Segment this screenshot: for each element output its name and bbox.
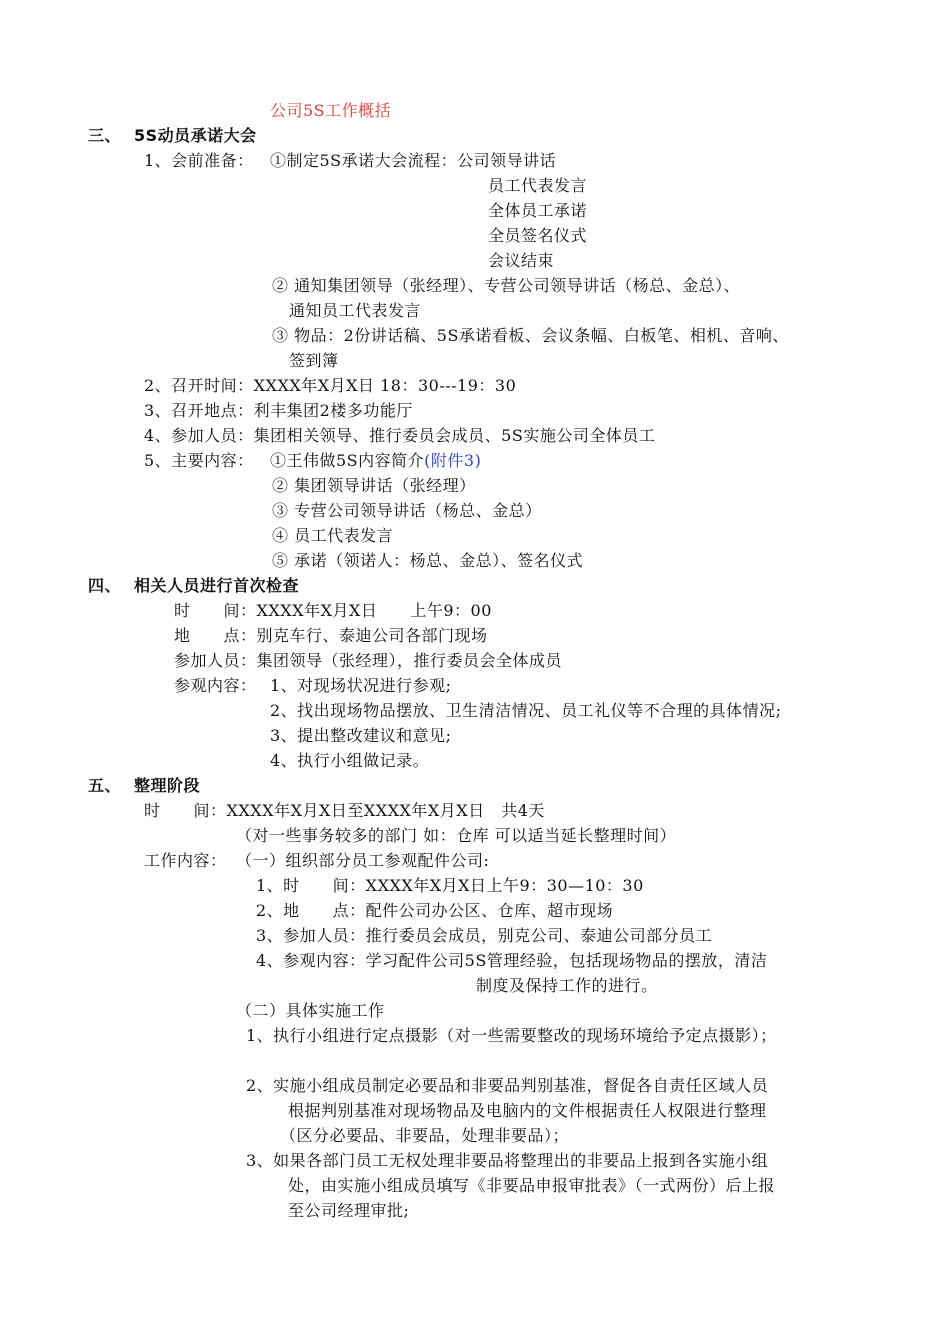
part-1-content: 4、参观内容：学习配件公司5S管理经验，包括现场物品的摆放，清洁: [256, 951, 768, 970]
part-1-attendees: 3、参加人员：推行委员会成员，别克公司、泰迪公司部分员工: [256, 926, 713, 945]
meeting-time: 2、召开时间：XXXX年X月X日 18：30---19：30: [144, 376, 517, 395]
content-item-5: ⑤ 承诺（领诺人：杨总、金总）、签名仪式: [272, 551, 584, 570]
prep-item-3-cont: 签到簿: [289, 351, 339, 370]
attachment-3-link[interactable]: (附件3): [424, 451, 482, 470]
content-item-1: [270, 450, 481, 472]
sorting-time-note: （对一些事务较多的部门 如：仓库 可以适当延长整理时间）: [236, 826, 677, 845]
content-item-2: ② 集团领导讲话（张经理）: [272, 476, 476, 495]
visit-item-4: 4、执行小组做记录。: [270, 751, 430, 770]
work-label: 工作内容：: [144, 851, 227, 870]
prep-item-2-cont: 通知员工代表发言: [289, 301, 422, 320]
prep-label: 1、会前准备：: [144, 151, 254, 170]
content-item-1-text: ①王伟做5S内容简介: [270, 451, 425, 470]
section-3-number: 三、: [88, 126, 122, 145]
meeting-attendees: 4、参加人员：集团相关领导、推行委员会成员、5S实施公司全体员工: [144, 426, 656, 445]
inspection-time: 时 间：XXXX年X月X日 上午9：00: [174, 601, 492, 620]
content-item-3: ③ 专营公司领导讲话（杨总、金总）: [272, 501, 542, 520]
visit-item-3: 3、提出整改建议和意见;: [270, 726, 452, 745]
visit-label: 参观内容：: [174, 676, 257, 695]
implementation-item-2: 2、实施小组成员制定必要品和非要品判别基准，督促各自责任区域人员: [246, 1076, 769, 1095]
implementation-item-2-cont-a: 根据判别基准对现场物品及电脑内的文件根据责任人权限进行整理: [288, 1101, 767, 1120]
section-5-number: 五、: [88, 776, 122, 795]
section-4-heading: 相关人员进行首次检查: [134, 576, 300, 595]
section-4-number: 四、: [88, 576, 122, 595]
implementation-item-3: 3、如果各部门员工无权处理非要品将整理出的非要品上报到各实施小组: [246, 1151, 769, 1170]
flow-step-3: 全体员工承诺: [488, 201, 588, 220]
meeting-place: 3、召开地点：利丰集团2楼多功能厅: [144, 401, 413, 420]
flow-step-4: 全员签名仪式: [488, 226, 588, 245]
section-3-heading: 5S动员承诺大会: [134, 126, 257, 145]
prep-item-3: ③ 物品：2份讲话稿、5S承诺看板、会议条幅、白板笔、相机、音响、: [272, 326, 789, 345]
implementation-item-3-cont-b: 至公司经理审批;: [288, 1201, 410, 1220]
part-2-heading: （二）具体实施工作: [236, 1001, 385, 1020]
content-item-4: ④ 员工代表发言: [272, 526, 394, 545]
flow-step-2: 员工代表发言: [488, 176, 588, 195]
section-5-heading: 整理阶段: [134, 776, 201, 795]
inspection-place: 地 点：别克车行、泰迪公司各部门现场: [174, 626, 488, 645]
visit-item-1: 1、对现场状况进行参观;: [270, 676, 452, 695]
part-1-time: 1、时 间：XXXX年X月X日上午9：30—10：30: [256, 876, 644, 895]
flow-step-5: 会议结束: [488, 251, 555, 270]
prep-item-2: ② 通知集团领导（张经理）、专营公司领导讲话（杨总、金总）、: [272, 276, 741, 295]
content-label: 5、主要内容：: [144, 451, 254, 470]
prep-item-1: ①制定5S承诺大会流程：公司领导讲话: [270, 151, 557, 170]
part-1-content-cont: 制度及保持工作的进行。: [476, 976, 658, 995]
implementation-item-1: 1、执行小组进行定点摄影（对一些需要整改的现场环境给予定点摄影）；: [246, 1026, 777, 1045]
part-1-place: 2、地 点：配件公司办公区、仓库、超市现场: [256, 901, 614, 920]
document-title: 公司5S工作概括: [270, 101, 392, 120]
part-1-heading: （一）组织部分员工参观配件公司:: [236, 851, 490, 870]
sorting-time: 时 间：XXXX年X月X日至XXXX年X月X日 共4天: [144, 801, 545, 820]
inspection-attendees: 参加人员：集团领导（张经理），推行委员会全体成员: [174, 651, 563, 670]
implementation-item-2-cont-b: （区分必要品、非要品，处理非要品）；: [280, 1126, 570, 1145]
implementation-item-3-cont-a: 处，由实施小组成员填写《非要品申报审批表》（一式两份）后上报: [288, 1176, 776, 1195]
visit-item-2: 2、找出现场物品摆放、卫生清洁情况、员工礼仪等不合理的具体情况;: [270, 701, 782, 720]
